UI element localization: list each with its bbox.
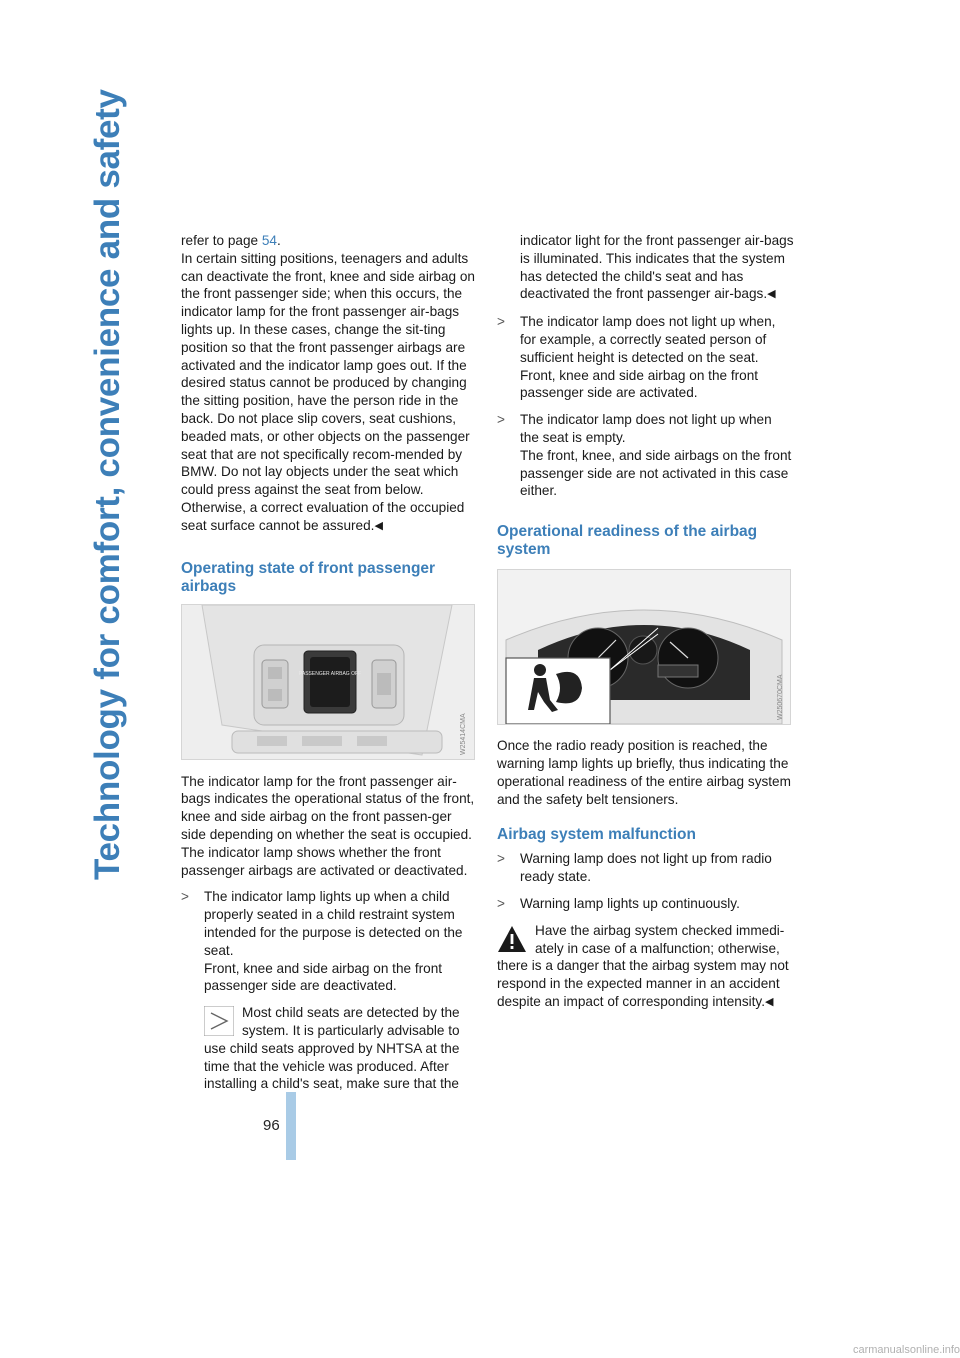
warning-text: [497, 922, 794, 1012]
bullet-empty-seat-result: The front, knee, and side airbags on the front passenger side are not activated in this case either.: [520, 447, 792, 499]
continued-note-body: indicator light for the front passenger air-bags is illuminated. This indicates that the system has detected the child's seat and has deactivated the front passenger air-bags.: [520, 233, 794, 302]
right-column: [497, 232, 794, 1012]
note-child-seat: [181, 1004, 478, 1093]
intro-text: refer to page: [181, 233, 262, 248]
heading-airbag-malfunction: Airbag system malfunction: [497, 826, 696, 844]
warning-airbag-check: [497, 922, 794, 1012]
airbag-indicator-illustration: [182, 605, 474, 759]
intro-line: [181, 232, 478, 250]
paragraph-deactivation: [181, 250, 478, 536]
bullet-marker: >: [181, 889, 189, 905]
list-item: [497, 895, 794, 913]
page-link-54[interactable]: 54: [261, 233, 277, 248]
page-number: 96: [263, 1117, 280, 1134]
note-text: Most child seats are detected by the system. It is particularly advisable to use child seats approved by NHTSA at the time that the vehicle was produced. After installing a child's seat, make sure that the: [204, 1005, 460, 1092]
warning-body: Have the airbag system checked immedi-ately in case of a malfunction; otherwise, there is a danger that the airbag system may not respond in the expected manner in an accident despite an impact of corresponding intensity.: [497, 922, 789, 1009]
indicator-lamp-label: PASSENGER AIRBAG OFF: [298, 670, 362, 677]
instrument-cluster-illustration: [498, 570, 790, 724]
bullet-empty-seat-text: The indicator lamp does not light up when the seat is empty.: [520, 412, 772, 445]
note-triangle-icon: [204, 1006, 234, 1036]
continued-note: [497, 232, 794, 304]
end-mark-icon: ◀: [374, 519, 383, 532]
list-item: [497, 411, 794, 500]
list-item: [181, 888, 478, 995]
bullet-seated-person-text: The indicator lamp does not light up when, for example, a correctly seated person of sufficient height is detected on the seat.: [520, 314, 776, 365]
paragraph-radio-ready: Once the radio ready position is reached, the warning lamp lights up briefly, thus indicating the operational readiness of the entire airbag system and the safety belt tensioners.: [497, 738, 791, 807]
chapter-side-title: Technology for comfort, convenience and safety: [88, 89, 127, 880]
bullet-child-seat-result: Front, knee and side airbag on the front passenger side are deactivated.: [204, 960, 443, 994]
bullet-marker: >: [497, 412, 505, 428]
left-column: [181, 232, 478, 1093]
end-mark-icon: ◀: [765, 995, 774, 1008]
continued-note-text: [520, 232, 794, 304]
bullet-marker: >: [497, 895, 505, 911]
end-mark-icon: ◀: [767, 288, 776, 301]
warning-triangle-icon: [497, 924, 527, 954]
passenger-airbag-indicator-image: [181, 604, 475, 760]
paragraph-deactivation-text: In certain sitting positions, teenagers and adults can deactivate the front, knee and side airbag on the front passenger side; when this occurs, the indicator lamp for the front passenger air-bags lights up. In these cases, change the sit-ting position so that the front passenger airbags are activated and the indicator lamp goes out. If the desired status cannot be produced by changing the sitting position, have the person ride in the back. Do not place slip covers, seat cushions, beaded mats, or other objects on the passenger seat that are not specifically recom-mended by BMW. Do not lay objects under the seat which could press against the seat from below. Otherwise, a correct evaluation of the occupied seat surface cannot be assured.: [181, 250, 475, 533]
watermark: carmanualsonline.info: [852, 1344, 960, 1356]
bullet-no-light-text: Warning lamp does not light up from radio ready state.: [520, 851, 772, 885]
bullet-continuous-text: Warning lamp lights up continuously.: [520, 895, 740, 911]
page-number-bar: [286, 1092, 296, 1160]
list-item: [497, 850, 794, 886]
heading-operational-readiness: Operational readiness of the airbag system: [497, 523, 758, 559]
heading-operating-state: Operating state of front passenger airbags: [181, 559, 436, 595]
instrument-cluster-image: [497, 569, 791, 725]
image-code-1: W25414CMA: [460, 712, 467, 755]
paragraph-indicator-status: The indicator lamp for the front passenger air-bags indicates the operational status of the front, knee and side airbag on the front passen-ger side depending on whether the seat is occupied. The indicator lamp shows whether the front passenger airbags are activated or deactivated.: [181, 773, 475, 878]
bullet-child-seat-text: The indicator lamp lights up when a child properly seated in a child restraint system intended for the purpose is detected on the seat.: [204, 889, 463, 958]
intro-period: .: [276, 233, 281, 248]
image-code-2: W250670CMA: [777, 674, 784, 721]
list-item: [497, 313, 794, 402]
bullet-marker: >: [497, 314, 505, 330]
bullet-seated-person-result: Front, knee and side airbag on the front passenger side are activated.: [520, 367, 759, 401]
bullet-marker: >: [497, 851, 505, 867]
